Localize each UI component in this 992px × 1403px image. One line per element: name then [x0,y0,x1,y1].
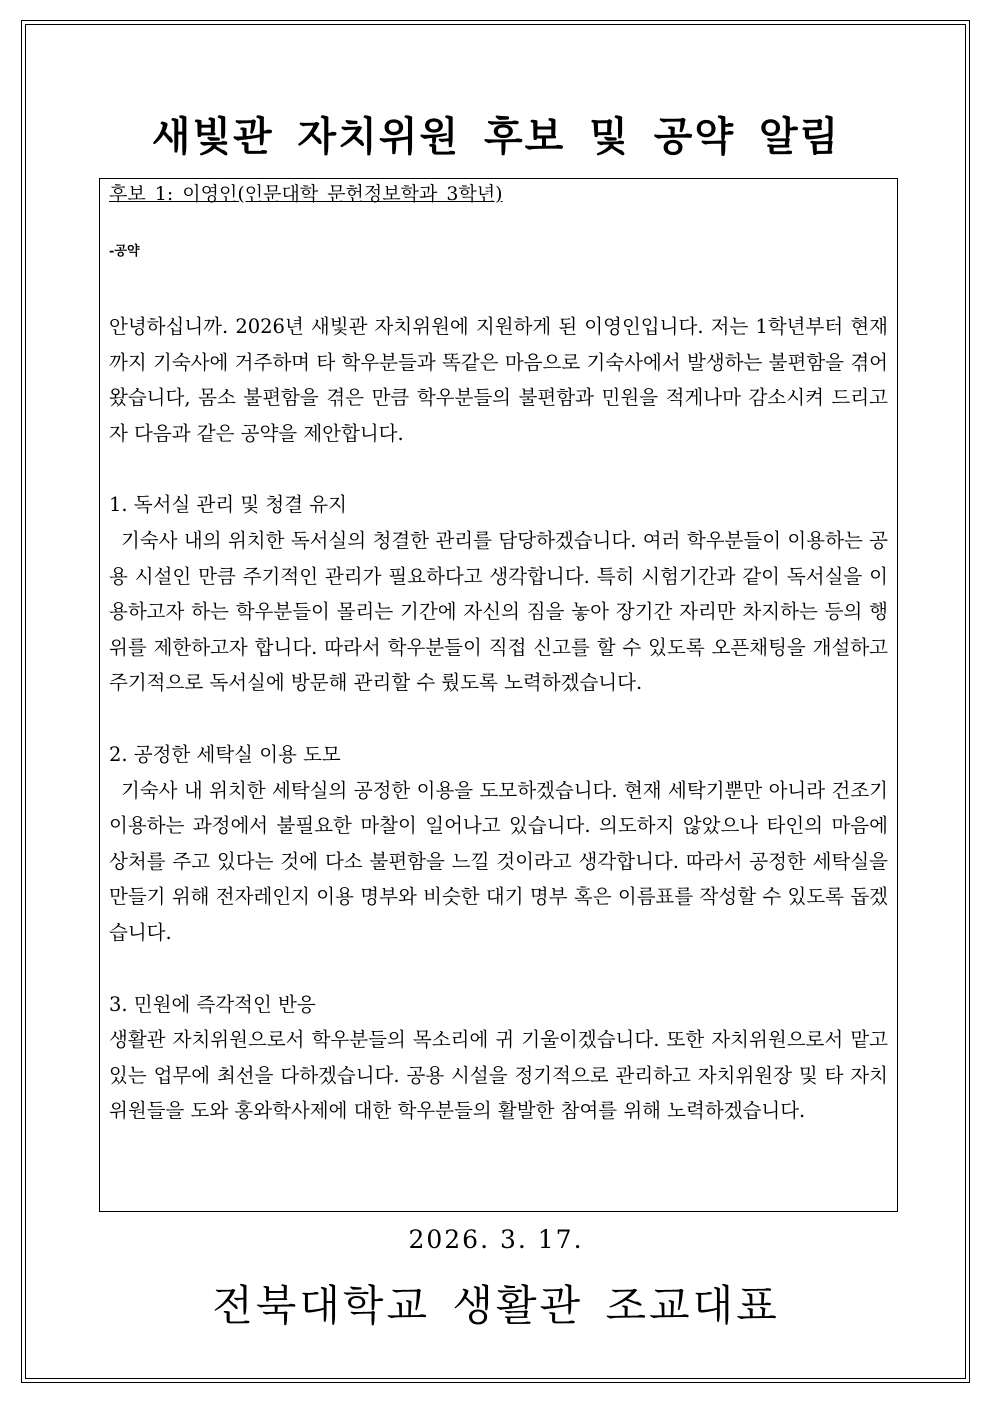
pledge-section-1 [109,487,888,701]
pledge-body: 생활관 자치위원으로서 학우분들의 목소리에 귀 기울이겠습니다. 또한 자치위원으로서 맡고 있는 업무에 최선을 다하겠습니다. 공용 시설을 정기적으로 관리하고 자치위원장 및 타 자치위원들을 도와 홍와학사제에 대한 학우분들의 활발한 참여를 위해 노력하겠습니다. [109,1028,888,1123]
pledge-section-3 [109,987,888,1129]
intro-paragraph: 안녕하십니까. 2026년 새빛관 자치위원에 지원하게 된 이영인입니다. 저는 1학년부터 현재까지 기숙사에 거주하며 타 학우분들과 똑같은 마음으로 기숙사에서 발생하는 불편함을 겪어왔습니다, 몸소 불편함을 겪은 만큼 학우분들의 불편함과 민원을 적게나마 감소시켜 드리고자 다음과 같은 공약을 제안합니다. [109,315,888,445]
page-title: 새빛관 자치위원 후보 및 공약 알림 [151,113,841,160]
pledge-section-2 [109,737,888,951]
pledge-heading: 1. 독서실 관리 및 청결 유지 [109,493,347,517]
pledge-body: 기숙사 내의 위치한 독서실의 청결한 관리를 담당하겠습니다. 여러 학우분들이 이용하는 공용 시설인 만큼 주기적인 관리가 필요하다고 생각합니다. 특히 시험기간과 같이 독서실을 이용하고자 하는 학우분들이 몰리는 기간에 자신의 짐을 놓아 장기간 자리만 차지하는 등의 행위를 제한하고자 합니다. 따라서 학우분들이 직접 신고를 할 수 있도록 오픈채팅을 개설하고 주기적으로 독서실에 방문해 관리할 수 뤘도록 노력하겠습니다. [109,528,888,695]
pledge-body: 기숙사 내 위치한 세탁실의 공정한 이용을 도모하겠습니다. 현재 세탁기뿐만 아니라 건조기 이용하는 과정에서 불필요한 마찰이 일어나고 있습니다. 의도하지 않았으나 타인의 마음에 상처를 주고 있다는 것에 다소 불편함을 느낄 것이라고 생각합니다. 따라서 공정한 세탁실을 만들기 위해 전자레인지 이용 명부와 비슷한 대기 명부 혹은 이름표를 작성할 수 있도록 돕겠습니다. [109,778,888,944]
pledge-label: -공약 [109,244,140,259]
notice-date: 2026. 3. 17. [408,1225,584,1254]
pledge-heading: 3. 민원에 즉각적인 반응 [109,992,316,1016]
candidate-name: 후보 1: 이영인(인문대학 문헌정보학과 3학년) [109,183,503,205]
issuer-name: 전북대학교 생활관 조교대표 [212,1281,780,1330]
candidate-box [99,178,898,1212]
pledge-heading: 2. 공정한 세탁실 이용 도모 [109,742,341,766]
